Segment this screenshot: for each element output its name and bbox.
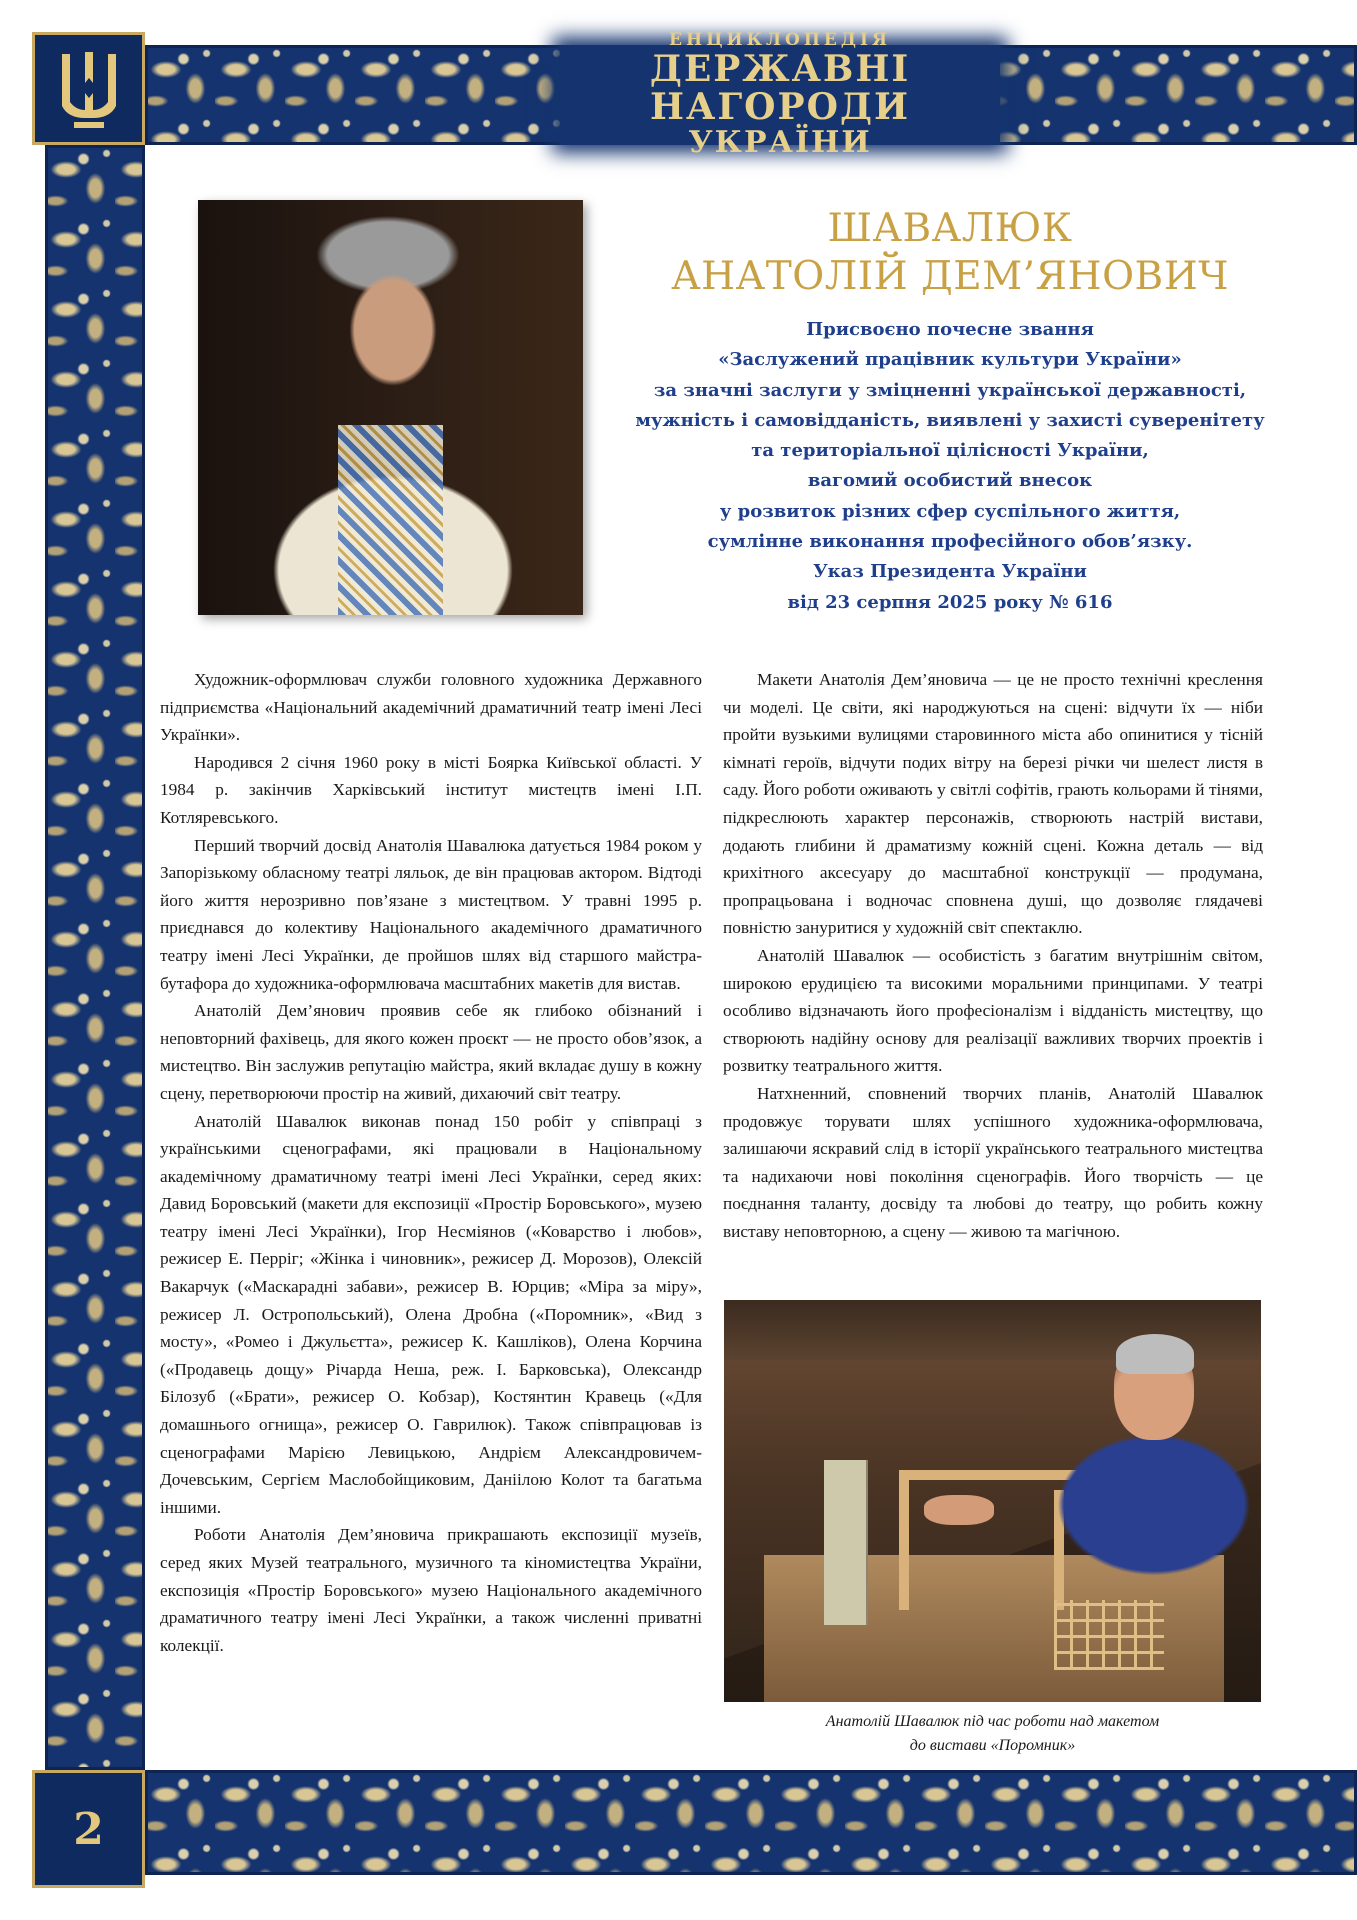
paragraph: Художник-оформлювач служби головного художника Державного підприємства «Національний академічний драматичний театр імені Лесі Українки».	[160, 670, 702, 745]
paragraph: Народився 2 січня 1960 року в місті Боярка Київської області. У 1984 р. закінчив Харківський інститут мистецтв імені І.П. Котляревського.	[160, 752, 702, 827]
award-line: від 23 серпня 2025 року № 616	[787, 591, 1113, 613]
stage-model-tower	[824, 1460, 866, 1625]
trident-icon	[54, 44, 124, 134]
stage-model-post	[899, 1470, 909, 1610]
award-line: та територіальної цілісності України,	[751, 440, 1149, 462]
photo-caption-line2: до вистави «Поромник»	[909, 1737, 1076, 1754]
encyclopedia-header-title	[560, 30, 1000, 160]
paragraph: Анатолій Шавалюк виконав понад 150 робіт у співпраці з українськими сценографами, які працювали в Національному академічному драматичному театрі імені Лесі Українки, серед яких: Давид Боровський (макети для експозиції «Простір Боровського», музею театру імені Лесі Українки), Ігор Несміянов («Коварство і любов», режисер Е. Перріг; «Жінка і чиновник», режисер Д. Морозов), Олексій Вакарчук («Маскарадні забави», режисер В. Юрцив; «Міра за міру», режисер Л. Остропольський), Олена Дробна («Поромник», «Вид з мосту», «Ромео і Джульєтта», режисер К. Кашліков), Олена Корчина («Продавець дощу» Річарда Неша, реж. І. Барковська), Олександр Білозуб («Брати», режисер О. Кобзар), Костянтин Кравець («Для домашнього огнища», режисер О. Гаврилюк). Також співпрацював із сценографами Марією Левицькою, Андрієм Александровичем-Дочевським, Сергієм Маслобойщиковим, Даніілою Колот та багатьма іншими.	[160, 1111, 702, 1517]
artist-hand	[924, 1495, 994, 1525]
ornamental-left-band	[45, 145, 145, 1770]
award-decree-text	[605, 315, 1295, 618]
award-line: Присвоєно почесне звання	[806, 319, 1094, 340]
photo-caption-line1: Анатолій Шавалюк під час роботи над макетом	[825, 1713, 1160, 1730]
paragraph: Натхненний, сповнений творчих планів, Анатолій Шавалюк продовжує торувати шлях успішного художника-оформлювача, залишаючи яскравий слід в історії українського театрального мистецтва та надихаючи нові покоління сценографів. Його творчість — це поєднання таланту, досвіду та любові до театру, що робить кожну виставу неповторною, а сцену — живою та магічною.	[723, 1083, 1263, 1241]
portrait-photo	[198, 200, 583, 615]
award-line: за значні заслуги у зміцненні української державності,	[653, 379, 1247, 401]
header-title-line2: УКРАЇНИ	[688, 125, 872, 160]
award-line: у розвиток різних сфер суспільного життя,	[719, 500, 1181, 522]
paragraph: Анатолій Дем’янович проявив себе як глибоко обізнаний і неповторний фахівець, для якого кожен проєкт — не просто обов’язок, а мистецтво. Він заслужив репутацію майстра, який вкладає душу в кожну сцену, перетворюючи простір на живий, дихаючий світ театру.	[160, 1001, 702, 1103]
person-given-names: АНАТОЛІЙ ДЕМ’ЯНОВИЧ	[671, 254, 1229, 299]
workshop-photo	[724, 1300, 1261, 1702]
biography-left-column	[160, 666, 702, 1659]
ornamental-footer-band	[145, 1770, 1357, 1875]
paragraph: Роботи Анатолія Дем’яновича прикрашають експозиції музеїв, серед яких Музей театрального, музичного та кіномистецтва України, експозиція «Простір Боровського» музею Національного академічного драматичного театру імені Лесі Українки, а також численні приватні колекції.	[160, 1525, 702, 1655]
trident-emblem-corner	[32, 32, 145, 145]
paragraph: Перший творчий досвід Анатолія Шавалюка датується 1984 роком у Запорізькому обласному театрі ляльок, де він працював актором. Відтоді його життя нерозривно пов’язане з мистецтвом. У травні 1995 р. приєднався до колективу Національного академічного драматичного театру імені Лесі Українки, де пройшов шлях від старшого майстра-бутафора до художника-оформлювача масштабних макетів для вистав.	[160, 835, 702, 993]
paragraph: Макети Анатолія Дем’яновича — це не просто технічні креслення чи моделі. Це світи, які народжуються на сцені: відчути їх — ніби пройти вузькими вулицями старовинного міста або опинитися у тісній кімнаті героїв, відчути подих вітру на березі річки чи шелест листя в саду. Його роботи оживають у світлі софітів, грають кольорами й тінями, підкреслюють характер персонажів, створюють настрій вистави, додають глибини й драматизму кожній сцені. Кожна деталь — від крихітного аксесуару до масштабної конструкції — продумана, пропрацьована і водночас сповнена душі, що дозволяє глядачеві повністю зануритися у художній світ спектаклю.	[723, 670, 1263, 938]
artist-hair	[1116, 1334, 1194, 1374]
award-line: Указ Президента України	[813, 561, 1087, 583]
header-title-line1: ДЕРЖАВНІ НАГОРОДИ	[649, 48, 911, 128]
award-line: вагомий особистий внесок	[807, 470, 1093, 492]
award-line: «Заслужений працівник культури України»	[718, 349, 1182, 371]
award-line: сумлінне виконання професійного обов’язку.	[707, 531, 1193, 553]
photo-caption	[724, 1710, 1261, 1758]
encyclopedia-label: ЕНЦИКЛОПЕДІЯ	[669, 30, 891, 50]
award-line: мужність і самовідданість, виявлені у захисті суверенітету	[635, 409, 1265, 431]
biography-right-column	[723, 666, 1263, 1245]
portrait-embroidery-pattern	[338, 425, 443, 615]
page-number: 2	[73, 1803, 104, 1855]
page-number-box	[32, 1770, 145, 1888]
person-name	[600, 205, 1300, 301]
paragraph: Анатолій Шавалюк — особистість з багатим внутрішнім світом, широкою ерудицією та високими моральними принципами. У театрі особливо відзначають його професіоналізм і відданість мистецтву, що створюють надійну основу для реалізації важливих творчих проектів і розвитку театрального життя.	[723, 945, 1263, 1076]
stage-model-grid	[1054, 1600, 1164, 1670]
person-surname: ШАВАЛЮК	[827, 206, 1073, 251]
